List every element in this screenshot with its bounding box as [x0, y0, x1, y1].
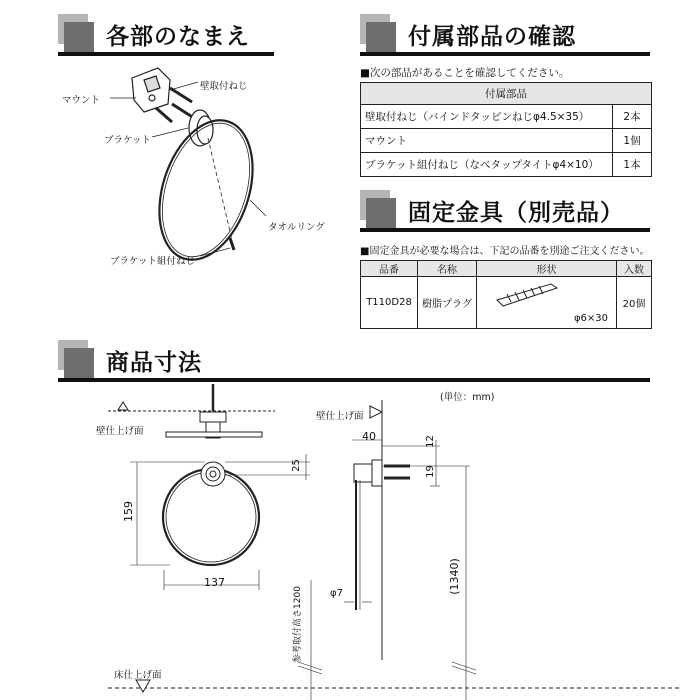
- dim-rod-diameter: φ7: [330, 588, 343, 599]
- product-code: T110D28: [361, 277, 418, 329]
- header-square-dark: [64, 22, 94, 52]
- section-header-parts-names: [58, 14, 274, 56]
- part-qty: 1本: [613, 153, 652, 177]
- included-parts-header: 付属部品: [361, 83, 652, 105]
- dim-height: 159: [122, 501, 135, 522]
- label-bracket: ブラケット: [104, 135, 152, 146]
- part-name: ブラケット組付ねじ（なべタップタイトφ4×10）: [361, 153, 613, 177]
- section-title: 各部のなまえ: [106, 24, 250, 50]
- section-header-dimensions: [58, 340, 650, 382]
- header-square-dark: [64, 348, 94, 378]
- product-qty: 20個: [617, 277, 652, 329]
- fixing-hardware-note: ■固定金具が必要な場合は、下記の品番を別途ご注文ください。: [360, 246, 650, 257]
- included-parts-note: ■次の部品があることを確認してください。: [360, 67, 570, 79]
- parts-diagram: [60, 60, 350, 280]
- section-header-included-parts: [360, 14, 650, 56]
- label-bracket-screw: ブラケット組付ねじ: [110, 256, 196, 267]
- section-title: 商品寸法: [106, 350, 202, 376]
- header-square-dark: [366, 198, 396, 228]
- label-wall-finish-left: 壁仕上げ面: [96, 426, 144, 437]
- dim-depth: 40: [362, 430, 376, 443]
- header-square-dark: [366, 22, 396, 52]
- mount-illustration: [132, 68, 170, 112]
- header-underline: [360, 228, 650, 232]
- table-row: [361, 129, 652, 153]
- header-underline: [360, 52, 650, 56]
- plug-dimension: φ6×30: [573, 313, 608, 324]
- part-name: 壁取付ねじ（バインドタッピンねじφ4.5×35）: [361, 105, 613, 129]
- ref-height-label: 参考取付高さ1200: [292, 586, 303, 663]
- wall-screw-illustration: [170, 88, 194, 118]
- label-floor-finish: 床仕上げ面: [114, 670, 162, 681]
- unit-label: (単位：mm): [440, 392, 495, 403]
- table-row: [361, 153, 652, 177]
- dim-ring-width: 137: [204, 576, 225, 589]
- header-shape: 形状: [477, 261, 617, 277]
- part-name: マウント: [361, 129, 613, 153]
- section-title: 付属部品の確認: [408, 24, 576, 50]
- section-title: 固定金具（別売品）: [408, 200, 624, 226]
- dim-screw-a: 12: [424, 435, 436, 448]
- fixing-hardware-table: [360, 260, 652, 329]
- label-wall-finish-right: 壁仕上げ面: [316, 411, 364, 422]
- table-row: [361, 105, 652, 129]
- header-name: 名称: [418, 261, 477, 277]
- plastic-plug-illustration: [491, 280, 571, 310]
- section-header-fixing-hardware: [360, 190, 650, 232]
- dim-screw-b: 19: [424, 465, 436, 478]
- product-shape: [477, 277, 617, 329]
- label-wall-screw: 壁取付ねじ: [200, 81, 248, 92]
- part-qty: 1個: [613, 129, 652, 153]
- table-row: [361, 277, 652, 329]
- header-code: 品番: [361, 261, 418, 277]
- part-qty: 2本: [613, 105, 652, 129]
- dim-top-offset: 25: [290, 459, 302, 472]
- dim-total: (1340): [447, 558, 461, 595]
- header-underline: [58, 52, 274, 56]
- label-mount: マウント: [62, 95, 101, 106]
- product-name: 樹脂プラグ: [418, 277, 477, 329]
- header-qty: 入数: [617, 261, 652, 277]
- included-parts-table: [360, 82, 652, 177]
- label-towel-ring: タオルリング: [268, 222, 325, 233]
